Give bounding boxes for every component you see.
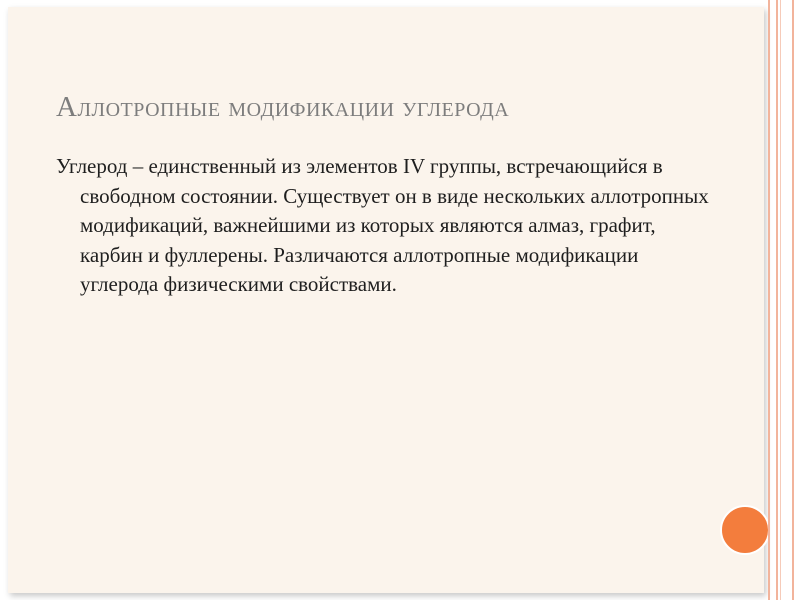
slide-title: Аллотропные модификации углерода	[56, 91, 510, 123]
decorative-stripe	[768, 0, 770, 600]
slide-frame	[8, 7, 764, 593]
decorative-circle	[720, 505, 770, 555]
decorative-stripe	[780, 0, 781, 600]
slide-body-text: Углерод – единственный из элементов IV группы, встречающийся в свободном состоянии. Существует он в виде нескольких аллотропных модификаций, важнейшими из которых являются алмаз, графит, карбин и фуллерены. Различаются аллотропные модификации углерода физическими свойствами.	[56, 154, 709, 296]
decorative-stripe	[792, 0, 794, 600]
decorative-stripe	[776, 0, 778, 600]
